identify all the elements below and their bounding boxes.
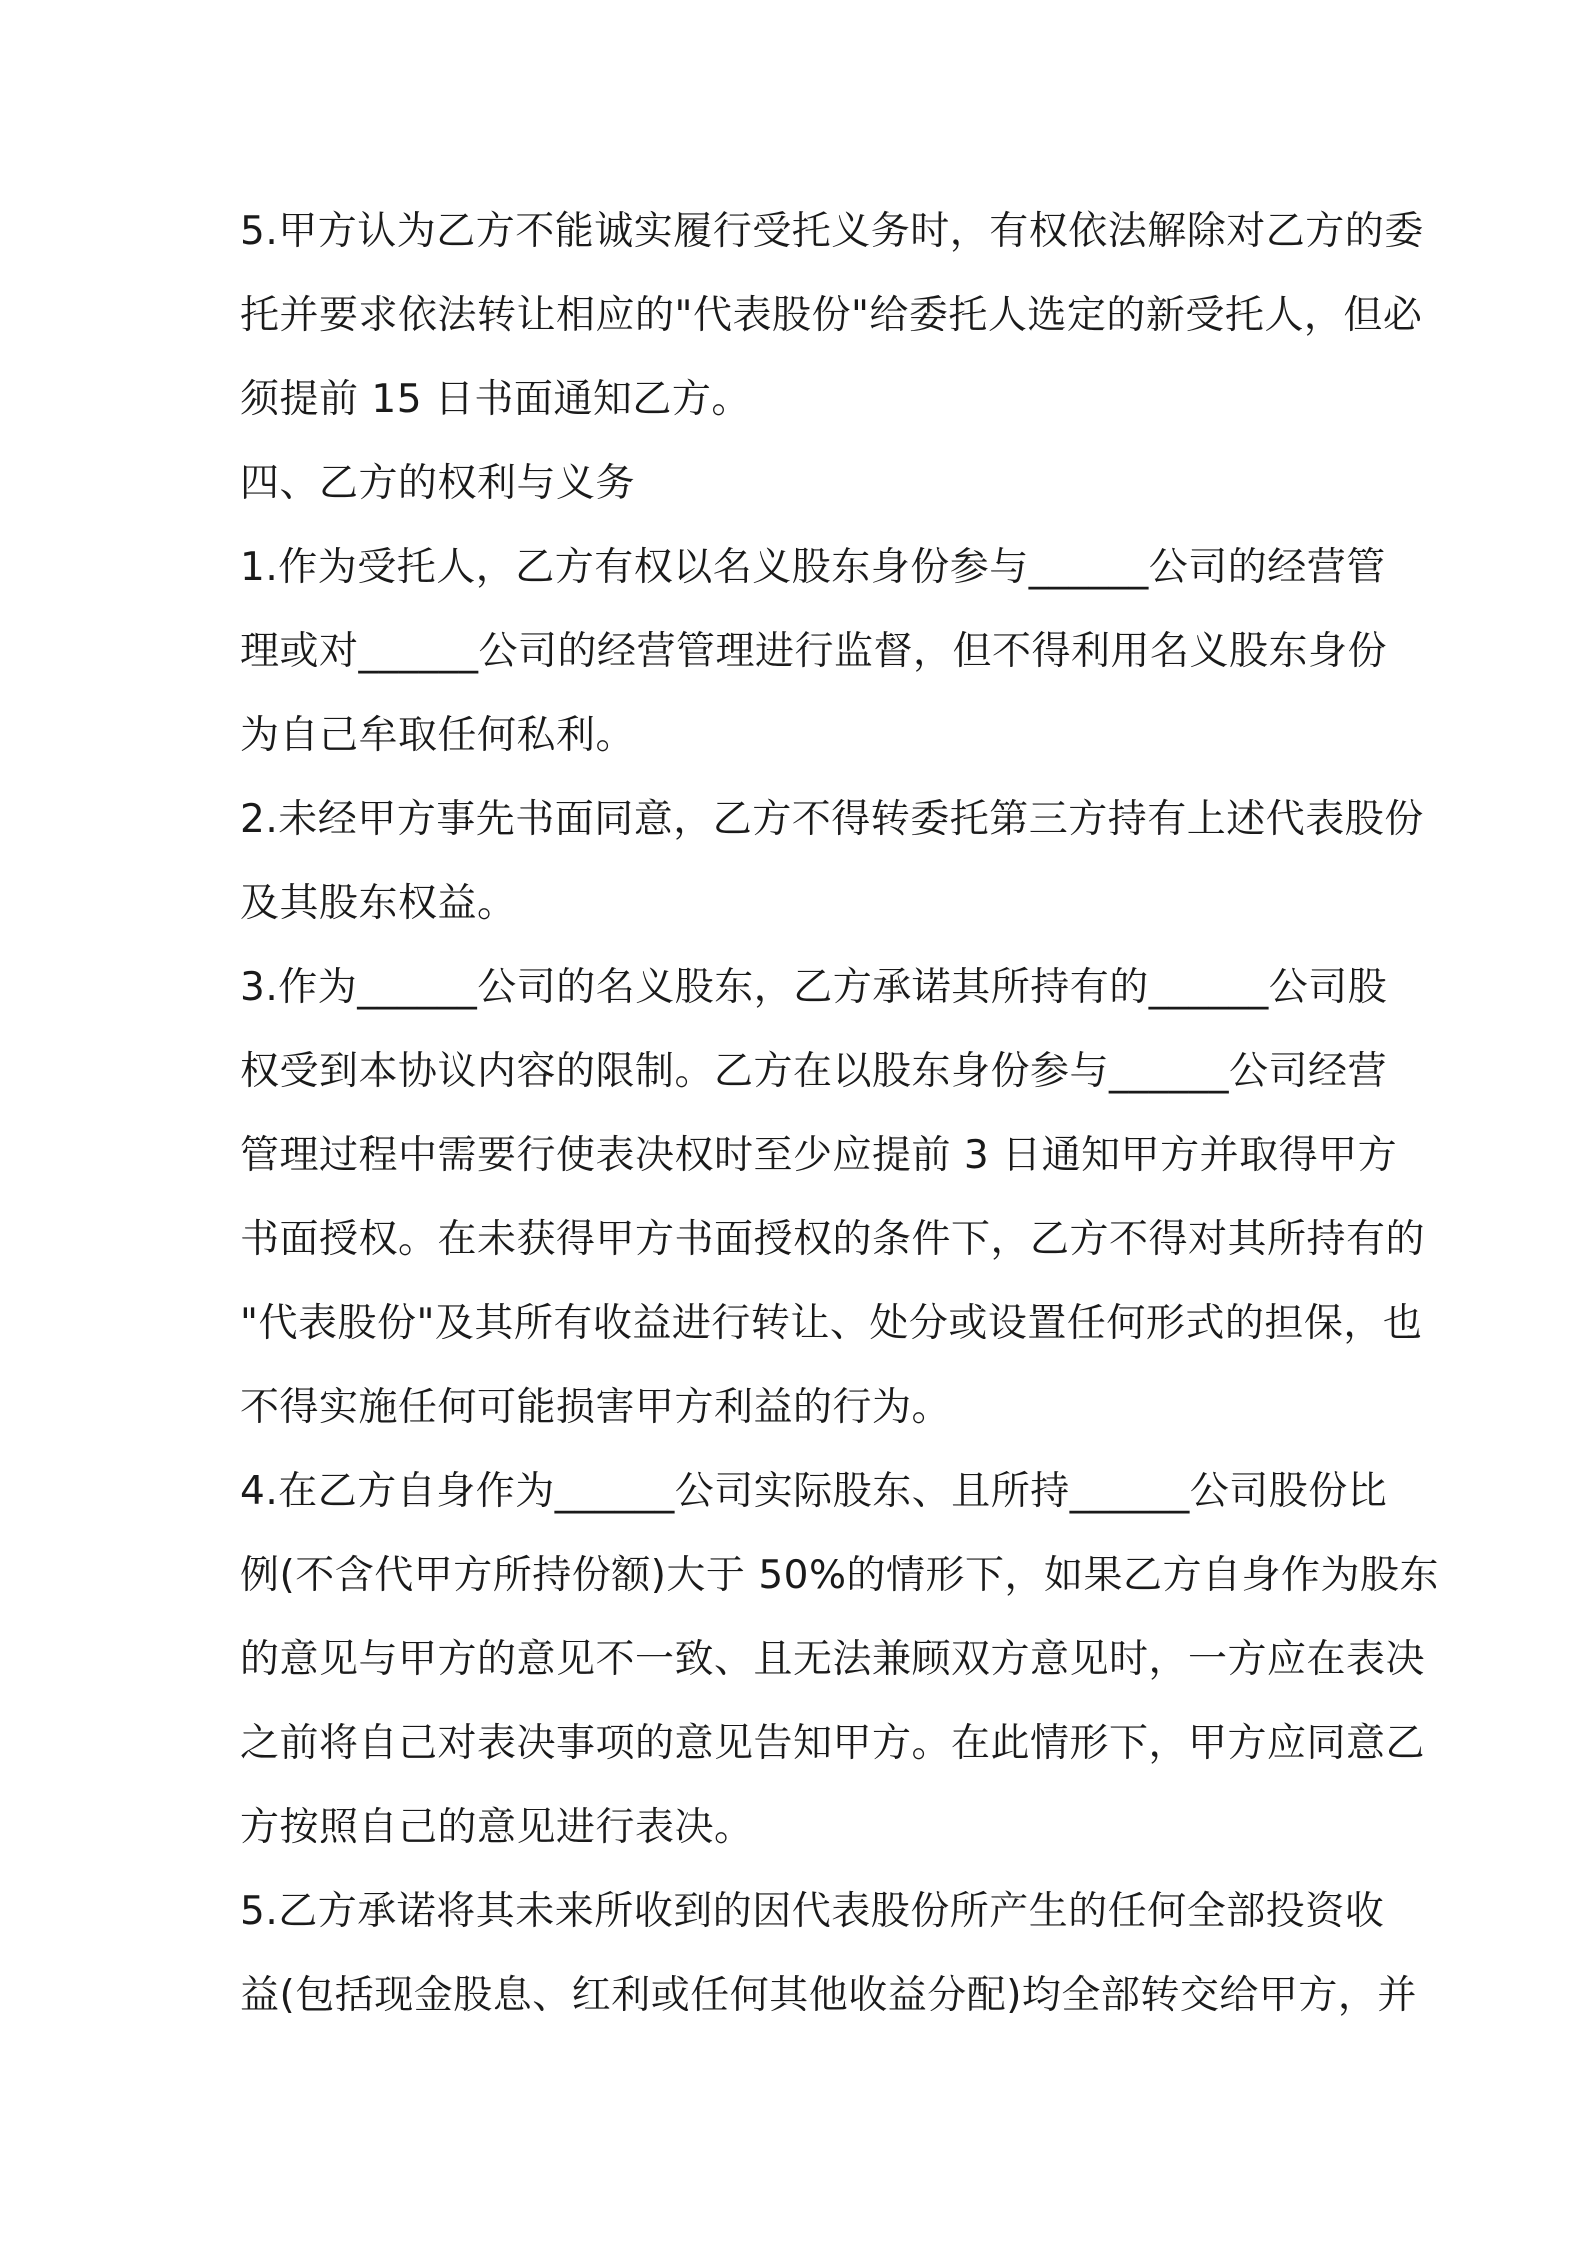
text-line: 4.在乙方自身作为______公司实际股东、且所持______公司股份比 bbox=[240, 1469, 1388, 1514]
text-line: "代表股份"及其所有收益进行转让、处分或设置任何形式的担保，也 bbox=[240, 1301, 1423, 1346]
text-line: 书面授权。在未获得甲方书面授权的条件下，乙方不得对其所持有的 bbox=[240, 1217, 1426, 1262]
text-line: 须提前 15 日书面通知乙方。 bbox=[240, 377, 751, 422]
text-line: 3.作为______公司的名义股东，乙方承诺其所持有的______公司股 bbox=[240, 965, 1388, 1010]
text-line: 不得实施任何可能损害甲方利益的行为。 bbox=[240, 1385, 952, 1430]
text-line: 2.未经甲方事先书面同意，乙方不得转委托第三方持有上述代表股份 bbox=[240, 797, 1424, 842]
section-heading: 四、乙方的权利与义务 bbox=[240, 461, 636, 506]
text-line: 理或对______公司的经营管理进行监督，但不得利用名义股东身份 bbox=[240, 629, 1388, 674]
text-line: 托并要求依法转让相应的"代表股份"给委托人选定的新受托人，但必 bbox=[240, 293, 1423, 338]
text-line: 权受到本协议内容的限制。乙方在以股东身份参与______公司经营 bbox=[240, 1049, 1388, 1094]
text-line: 5.甲方认为乙方不能诚实履行受托义务时，有权依法解除对乙方的委 bbox=[240, 209, 1424, 254]
text-line: 及其股东权益。 bbox=[240, 881, 517, 926]
text-line: 例(不含代甲方所持份额)大于 50%的情形下，如果乙方自身作为股东 bbox=[240, 1553, 1440, 1598]
text-line: 方按照自己的意见进行表决。 bbox=[240, 1805, 754, 1850]
text-line: 管理过程中需要行使表决权时至少应提前 3 日通知甲方并取得甲方 bbox=[240, 1133, 1398, 1178]
text-line: 1.作为受托人，乙方有权以名义股东身份参与______公司的经营管 bbox=[240, 545, 1386, 590]
text-line: 为自己牟取任何私利。 bbox=[240, 713, 636, 758]
text-line: 5.乙方承诺将其未来所收到的因代表股份所产生的任何全部投资收 bbox=[240, 1889, 1385, 1934]
text-line: 的意见与甲方的意见不一致、且无法兼顾双方意见时，一方应在表决 bbox=[240, 1637, 1426, 1682]
text-line: 之前将自己对表决事项的意见告知甲方。在此情形下，甲方应同意乙 bbox=[240, 1721, 1426, 1766]
document-body bbox=[240, 190, 1440, 2038]
text-line: 益(包括现金股息、红利或任何其他收益分配)均全部转交给甲方，并 bbox=[240, 1973, 1417, 2018]
